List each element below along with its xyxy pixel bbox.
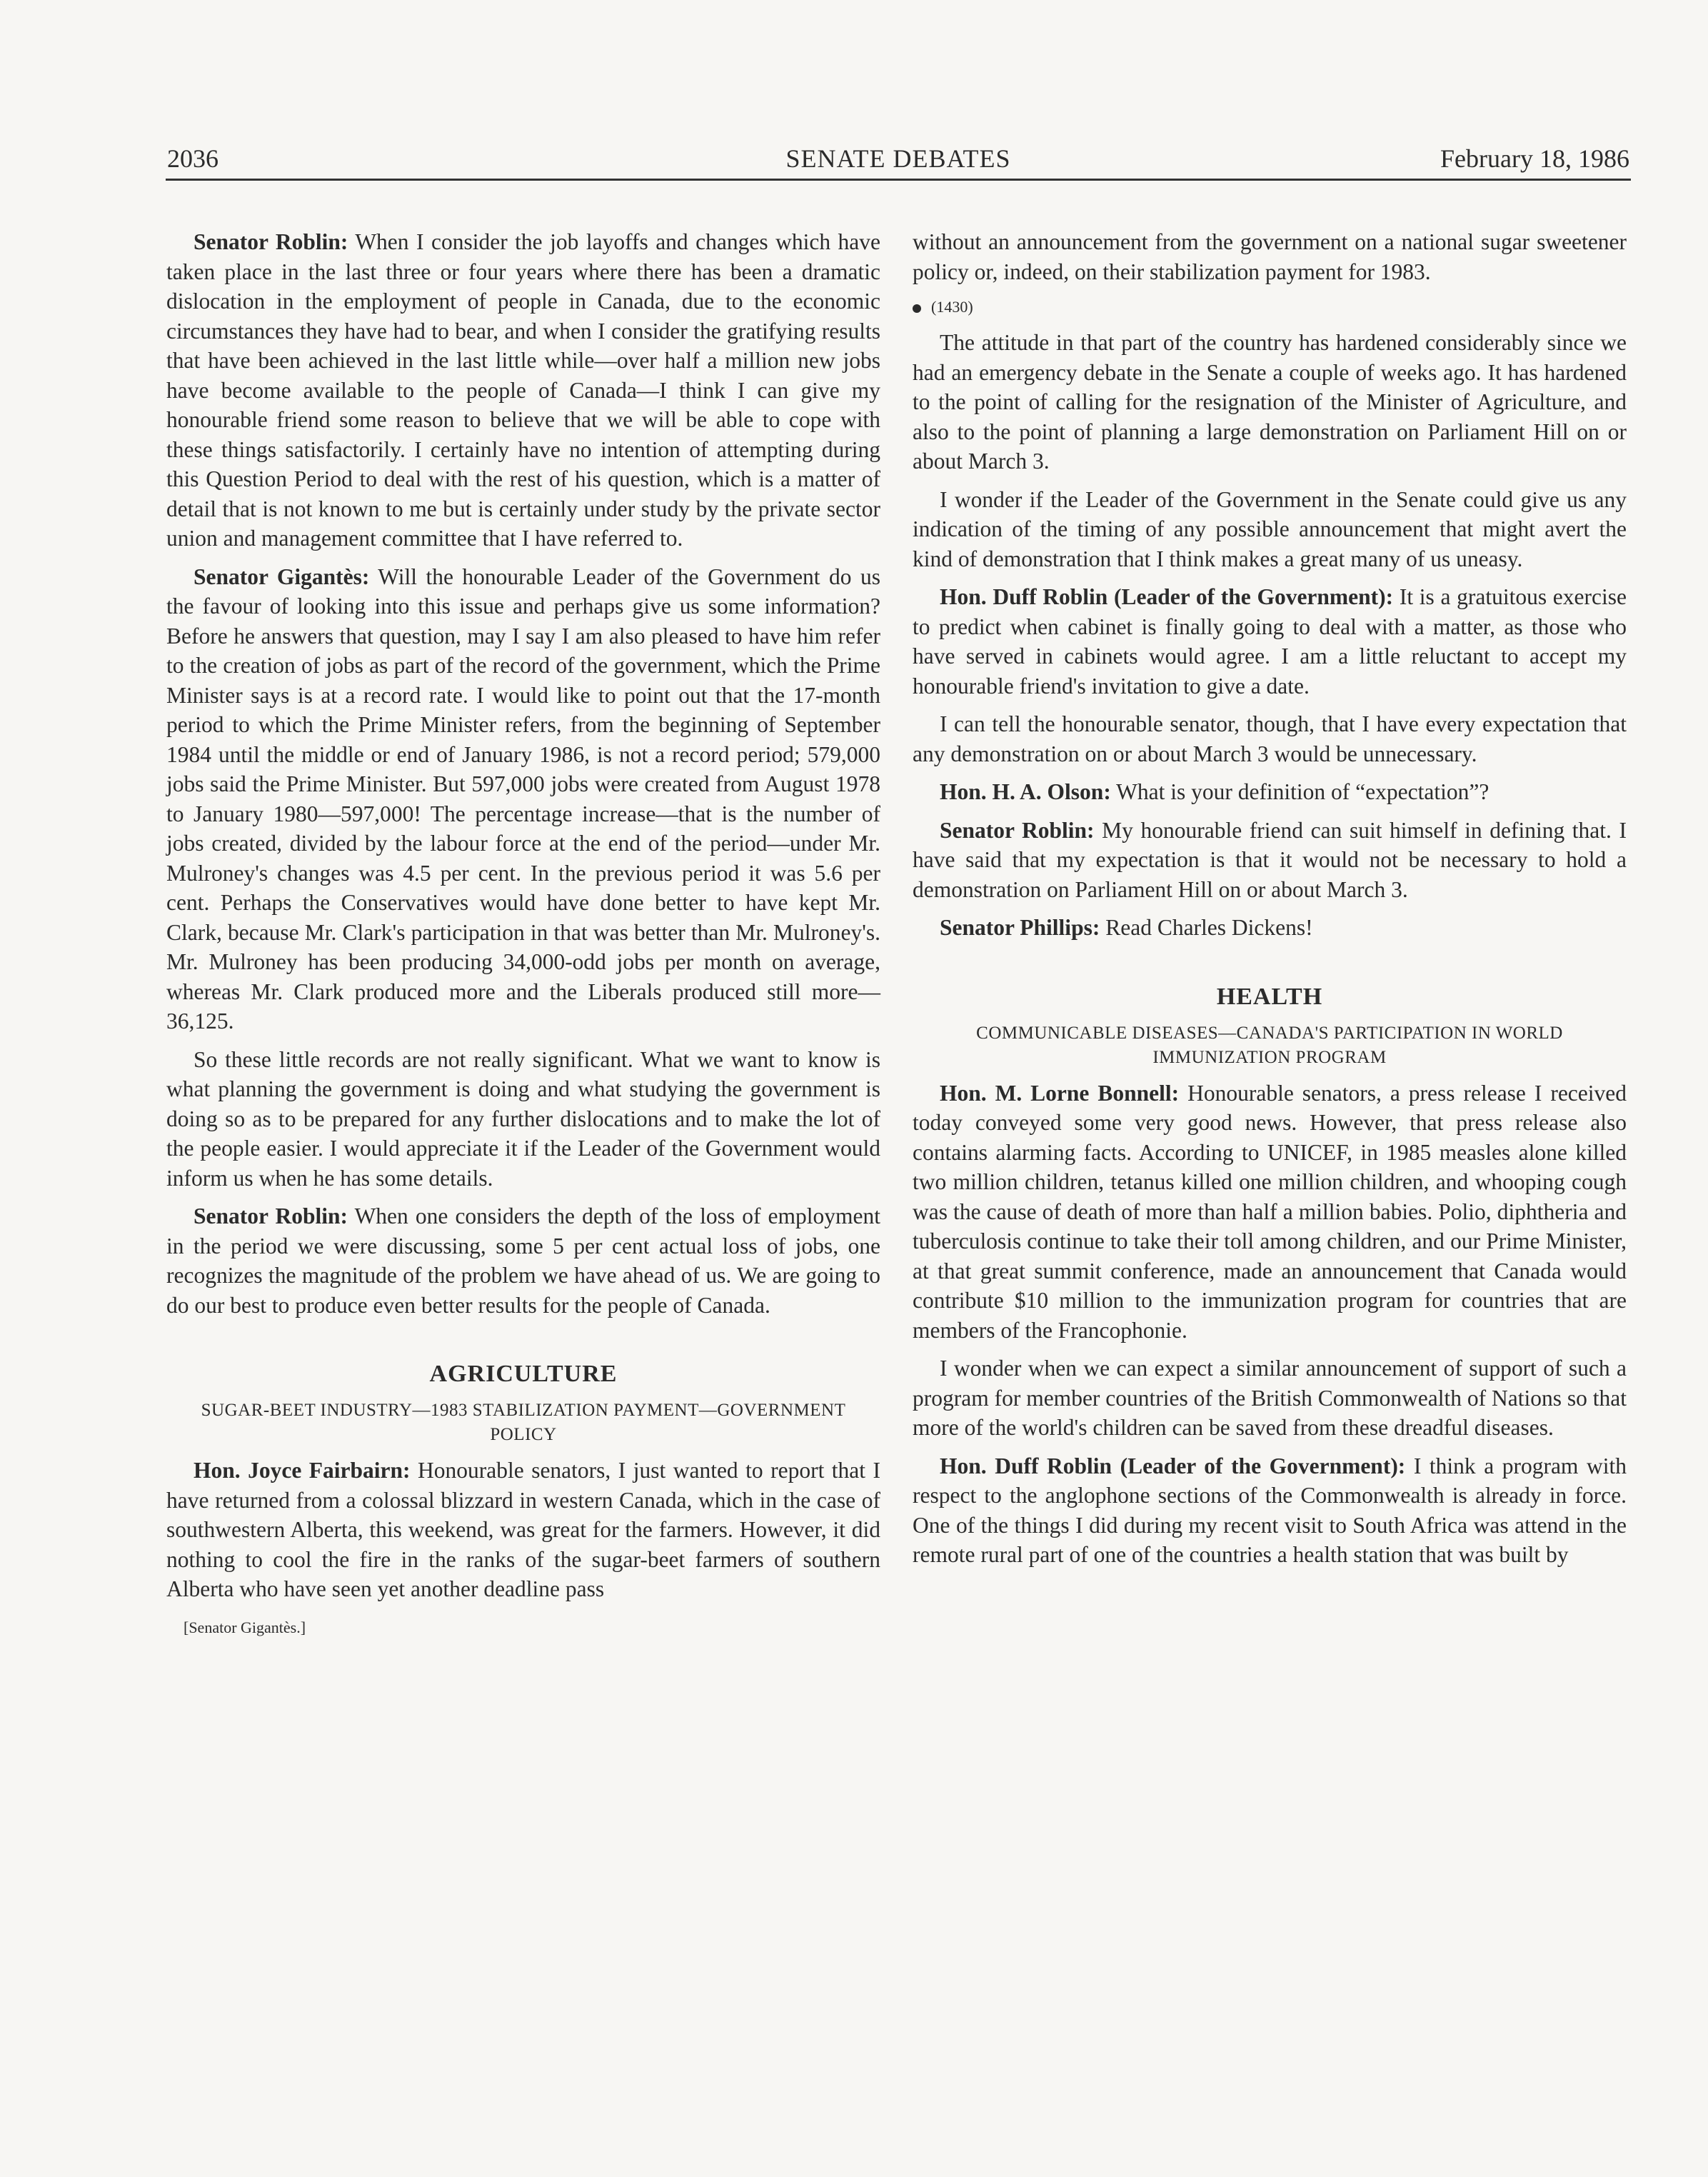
speaker-name: Hon. H. A. Olson: — [940, 779, 1111, 804]
paragraph — [913, 913, 1627, 943]
paragraph — [913, 227, 1627, 286]
speech-text: I wonder when we can expect a similar announcement of support of such a program for member countries of the British Commonwealth of Nations so that more of the world's children can be saved from these dreadful diseases. — [913, 1356, 1627, 1440]
publication-title: SENATE DEBATES — [785, 144, 1011, 173]
speech-text: Read Charles Dickens! — [1100, 915, 1313, 940]
left-column — [166, 227, 880, 1638]
speaker-name: Senator Roblin: — [940, 817, 1095, 843]
speech-text: I can tell the honourable senator, though, that I have every expectation that any demonstration on or about March 3 would be unnecessary. — [913, 711, 1627, 766]
paragraph — [166, 1201, 880, 1320]
subheading: COMMUNICABLE DISEASES—CANADA'S PARTICIPATION IN WORLD IMMUNIZATION PROGRAM — [976, 1023, 1563, 1067]
bullet-icon — [913, 304, 921, 313]
speech-text: I wonder if the Leader of the Government in the Senate could give us any indication of the timing of any possible announcement that might avert the kind of demonstration that I think makes a great many of us uneasy. — [913, 486, 1627, 571]
speaker-name: Senator Roblin: — [194, 229, 348, 254]
speech-text: Honourable senators, I just wanted to report that I have returned from a colossal blizzard in western Canada, which in the case of southwestern Alberta, this weekend, was great for the farmers. However, it did nothing to cool the fire in the ranks of the sugar-beet farmers of southern Alberta who have seen yet another deadline pass — [166, 1458, 881, 1601]
subheading: SUGAR-BEET INDUSTRY—1983 STABILIZATION PAYMENT—GOVERNMENT POLICY — [201, 1401, 846, 1444]
paragraph — [913, 328, 1627, 476]
speaker-name: Senator Phillips: — [940, 915, 1100, 940]
speech-text: Will the honourable Leader of the Government do us the favour of looking into this issue and perhaps give us some information? Before he answers that question, may I say I am also pleased to have him refer to the creation of jobs as part of the record of the government, which the Prime Minister says is at a record rate. I would like to point out that the 17-month period to which the Prime Minister refers, from the beginning of September 1984 until the middle or end of January 1986, is not a record period; 579,000 jobs said the Prime Minister. But 597,000 jobs were created from August 1978 to January 1980—597,000! The percentage increase—that is the number of jobs created, divided by the labour force at the end of the period—under Mr. Mulroney's changes was 4.5 per cent. In the previous period it was 5.6 per cent. Perhaps the Conservatives would have done better to have kept Mr. Clark, because Mr. Clark's participation in that was better than Mr. Mulroney's. Mr. Mulroney has been producing 34,000-odd jobs per month on average, whereas Mr. Clark produced more and the Liberals produced still more—36,125. — [166, 564, 880, 1034]
section-heading: HEALTH — [1216, 983, 1323, 1010]
paragraph — [166, 1456, 880, 1604]
page-number: 2036 — [167, 144, 218, 173]
speech-text: When one considers the depth of the loss of employment in the period we were discussing, some 5 per cent actual loss of jobs, one recognizes the magnitude of the problem we have ahead of us. We are going to do our best to produce even better results for the people of Canada. — [166, 1203, 880, 1318]
speech-text: My honourable friend can suit himself in defining that. I have said that my expectation is that it would not be necessary to hold a demonstration on Parliament Hill on or about March 3. — [913, 817, 1627, 902]
speech-text: Honourable senators, a press release I received today conveyed some very good news. However, that press release also contains alarming facts. According to UNICEF, in 1985 measles alone killed two million children, tetanus killed one million children, and whooping cough was the cause of death of more than half a million babies. Polio, diphtheria and tuberculosis continue to take their toll among children, and our Prime Minister, at that great summit conference, made an announcement that Canada would contribute $10 million to the immunization program for countries that are members of the Francophonie. — [913, 1080, 1627, 1343]
speech-text: What is your definition of “expectation”? — [1110, 779, 1490, 804]
speaker-name: Hon. Duff Roblin (Leader of the Government): — [940, 584, 1394, 609]
speech-text: When I consider the job layoffs and changes which have taken place in the last three or four years where there has been a dramatic dislocation in the employment of people in Canada, due to the economic circumstances they have had to bear, and when I consider the gratifying results that have been achieved in the last little while—over half a million new jobs have become available to the people of Canada—I think I can give my honourable friend some reason to believe that we will be able to cope with these things satisfactorily. I certainly have no intention of attempting during this Question Period to deal with the rest of his question, which is a matter of detail that is not known to me but is certainly under study by the private sector union and management committee that I have referred to. — [166, 229, 880, 551]
paragraph — [913, 485, 1627, 574]
speech-text: The attitude in that part of the country has hardened considerably since we had an emergency debate in the Senate a couple of weeks ago. It has hardened to the point of calling for the resignation of the Minister of Agriculture, and also to the point of planning a large demonstration on Parliament Hill on or about March 3. — [913, 330, 1627, 474]
speech-text: It is a gratuitous exercise to predict when cabinet is finally going to deal with a matter, as those who have served in cabinets would agree. I am a little reluctant to accept my honourable friend's invitation to give a date. — [913, 584, 1627, 699]
time-marker-text: (1430) — [931, 298, 973, 316]
speaker-name: Senator Gigantès: — [194, 564, 370, 589]
time-marker — [913, 296, 1627, 318]
paragraph — [913, 777, 1627, 807]
speech-text: I think a program with respect to the anglophone sections of the Commonwealth is already in force. One of the things I did during my recent visit to South Africa was attend in the remote rural part of one of the countries a health station that was built by — [913, 1453, 1627, 1567]
speaker-name: Senator Roblin: — [194, 1203, 348, 1228]
speaker-name: Hon. Joyce Fairbairn: — [194, 1458, 411, 1483]
speaker-name: Hon. M. Lorne Bonnell: — [940, 1080, 1180, 1106]
paragraph — [913, 816, 1627, 905]
speech-text: So these little records are not really significant. What we want to know is what planning the government is doing and what studying the government is doing so as to be prepared for any further dislocations and to make the lot of the people easier. I would appreciate it if the Leader of the Government would inform us when he has some details. — [166, 1046, 880, 1191]
paragraph — [913, 582, 1627, 701]
paragraph — [166, 227, 880, 554]
paragraph — [913, 709, 1627, 769]
section-heading: AGRICULTURE — [429, 1361, 618, 1387]
speaker-name: Hon. Duff Roblin (Leader of the Government): — [940, 1453, 1406, 1478]
paragraph — [166, 562, 880, 1036]
paragraph — [913, 1353, 1627, 1443]
footer-note: [Senator Gigantès.] — [184, 1618, 306, 1636]
paragraph — [913, 1451, 1627, 1570]
paragraph — [166, 1045, 880, 1193]
right-column — [913, 227, 1627, 1578]
paragraph — [913, 1079, 1627, 1346]
issue-date: February 18, 1986 — [1440, 144, 1629, 173]
speech-text: without an announcement from the government on a national sugar sweetener policy or, indeed, on their stabilization payment for 1983. — [913, 229, 1627, 284]
page-header — [166, 141, 1631, 181]
